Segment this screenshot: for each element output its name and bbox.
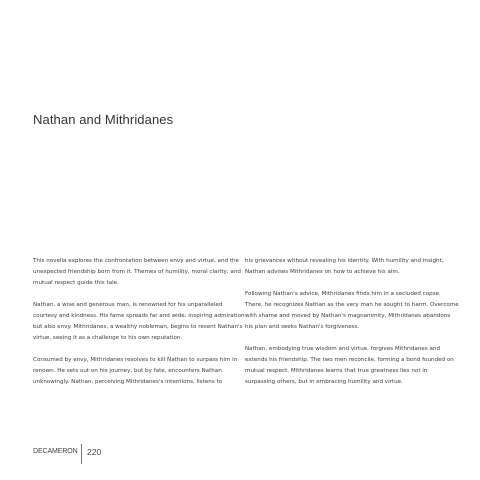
page-footer bbox=[33, 444, 133, 464]
running-footer-title: DECAMERON bbox=[33, 448, 78, 455]
paragraph: Consumed by envy, Mithridanes resolves to kill Nathan to surpass him in renown. He sets out on his journey, but by fate, encounters Nathan unknowingly. Nathan, perceiving Mithridanes's intentions, listens to bbox=[33, 357, 238, 385]
right-text-column bbox=[245, 256, 459, 388]
paragraph: Nathan, embodying true wisdom and virtue, forgives Mithridanes and extends his friendship. The two men reconcile, forming a bond founded on mutual respect. Mithridanes learns that true greatness lies not in surpassing others, but in embracing humility and virtue. bbox=[245, 346, 454, 385]
paragraph: his grievances without revealing his identity. With humility and insight, Nathan advises Mithridanes on how to achieve his aim. bbox=[245, 258, 444, 275]
paragraph: This novella explores the confrontation between envy and virtue, and the unexpected friendship born from it. Themes of humility, moral clarity, and mutual respect guide this tale. bbox=[33, 258, 241, 286]
left-text-column bbox=[33, 256, 247, 388]
footer-divider bbox=[81, 444, 82, 464]
paragraph: Nathan, a wise and generous man, is renowned for his unparalleled courtesy and kindness. His fame spreads far and wide, inspiring admiration but also envy. Mithridanes, a wealthy nobleman, begins to resent Nathan's virtue, seeing it as a challenge to his own reputation. bbox=[33, 302, 245, 341]
chapter-title: Nathan and Mithridanes bbox=[33, 112, 174, 127]
paragraph: Following Nathan's advice, Mithridanes finds him in a secluded copse. There, he recognizes Nathan as the very man he sought to harm. Overcome with shame and moved by Nathan's magnanimity, Mithridanes abandons his plan and seeks Nathan's forgiveness. bbox=[245, 291, 459, 330]
page-number: 220 bbox=[87, 447, 102, 457]
